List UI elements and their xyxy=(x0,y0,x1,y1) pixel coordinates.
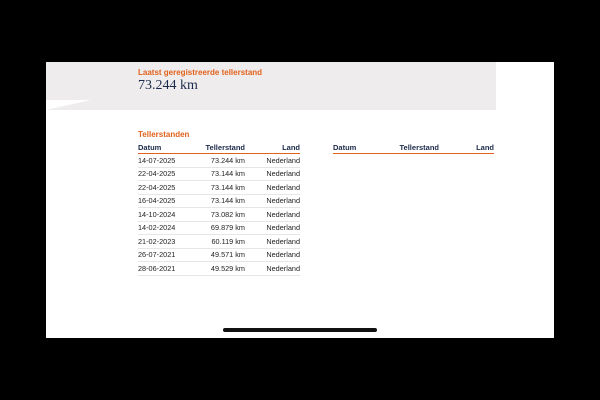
odometer-section-title: Tellerstanden xyxy=(138,130,190,139)
table-row xyxy=(138,194,300,208)
table-header-row xyxy=(333,142,494,154)
row-date: 26-07-2021 xyxy=(138,248,193,262)
row-country: Nederland xyxy=(245,181,300,195)
column-header-country: Land xyxy=(439,142,494,154)
last-reading-value: 73.244 km xyxy=(138,78,198,93)
row-country: Nederland xyxy=(245,167,300,181)
column-header-date: Datum xyxy=(333,142,388,154)
row-date: 16-04-2025 xyxy=(138,194,193,208)
row-reading: 73.082 km xyxy=(193,208,245,222)
last-reading-label: Laatst geregistreerde tellerstand xyxy=(138,68,263,77)
row-date: 22-04-2025 xyxy=(138,181,193,195)
summary-band-tab xyxy=(46,100,496,110)
row-date: 14-10-2024 xyxy=(138,208,193,222)
table-row xyxy=(138,262,300,276)
table-row xyxy=(138,181,300,195)
table-row xyxy=(138,248,300,262)
column-header-date: Datum xyxy=(138,142,193,154)
row-country: Nederland xyxy=(245,221,300,235)
summary-band xyxy=(46,62,496,100)
row-country: Nederland xyxy=(245,248,300,262)
odometer-table-left xyxy=(138,142,300,276)
home-indicator[interactable] xyxy=(223,328,377,332)
table-row xyxy=(138,221,300,235)
row-reading: 73.144 km xyxy=(193,181,245,195)
row-date: 28-06-2021 xyxy=(138,262,193,276)
row-reading: 49.571 km xyxy=(193,248,245,262)
row-country: Nederland xyxy=(245,154,300,168)
row-reading: 49.529 km xyxy=(193,262,245,276)
row-date: 14-02-2024 xyxy=(138,221,193,235)
odometer-table-right xyxy=(333,142,494,154)
row-country: Nederland xyxy=(245,208,300,222)
column-header-reading: Tellerstand xyxy=(193,142,245,154)
row-date: 21-02-2023 xyxy=(138,235,193,249)
row-country: Nederland xyxy=(245,262,300,276)
row-country: Nederland xyxy=(245,235,300,249)
row-reading: 60.119 km xyxy=(193,235,245,249)
row-reading: 73.144 km xyxy=(193,194,245,208)
row-country: Nederland xyxy=(245,194,300,208)
table-row xyxy=(138,208,300,222)
row-reading: 73.144 km xyxy=(193,167,245,181)
table-row xyxy=(138,154,300,168)
table-row xyxy=(138,167,300,181)
table-row xyxy=(138,235,300,249)
column-header-reading: Tellerstand xyxy=(388,142,439,154)
row-reading: 69.879 km xyxy=(193,221,245,235)
row-date: 14-07-2025 xyxy=(138,154,193,168)
column-header-country: Land xyxy=(245,142,300,154)
table-header-row xyxy=(138,142,300,154)
row-date: 22-04-2025 xyxy=(138,167,193,181)
app-screen xyxy=(46,62,554,338)
row-reading: 73.244 km xyxy=(193,154,245,168)
